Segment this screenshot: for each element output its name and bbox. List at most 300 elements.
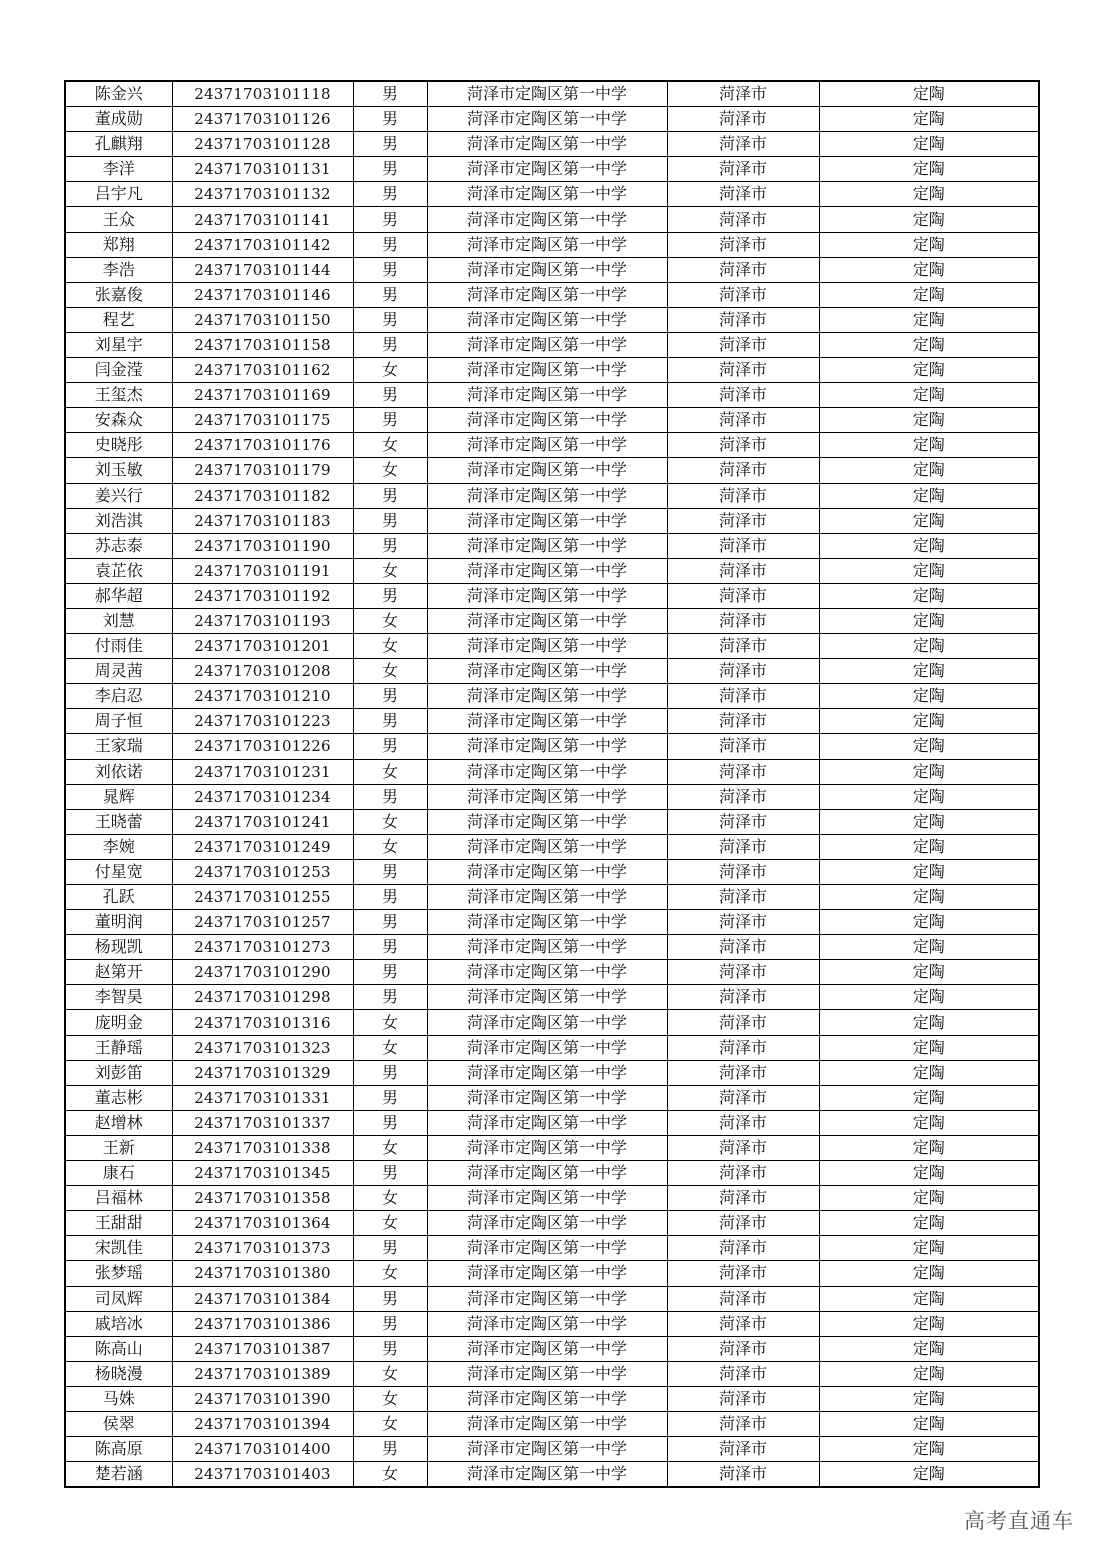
district-cell: 定陶 <box>819 1060 1039 1085</box>
gender-cell: 男 <box>353 960 427 985</box>
exam-id-cell: 24371703101201 <box>172 634 353 659</box>
table-row <box>65 483 1039 508</box>
exam-id-cell: 24371703101380 <box>172 1261 353 1286</box>
city-cell: 菏泽市 <box>667 558 819 583</box>
student-name-cell: 刘慧 <box>65 608 172 633</box>
gender-cell: 男 <box>353 784 427 809</box>
school-cell: 菏泽市定陶区第一中学 <box>427 1386 667 1411</box>
gender-cell: 男 <box>353 282 427 307</box>
gender-cell: 男 <box>353 332 427 357</box>
student-name-cell: 王静瑶 <box>65 1035 172 1060</box>
district-cell: 定陶 <box>819 307 1039 332</box>
district-cell: 定陶 <box>819 1186 1039 1211</box>
gender-cell: 女 <box>353 1035 427 1060</box>
table-row <box>65 1437 1039 1462</box>
table-row <box>65 383 1039 408</box>
table-row <box>65 834 1039 859</box>
school-cell: 菏泽市定陶区第一中学 <box>427 1186 667 1211</box>
school-cell: 菏泽市定陶区第一中学 <box>427 408 667 433</box>
table-row <box>65 508 1039 533</box>
gender-cell: 男 <box>353 1311 427 1336</box>
school-cell: 菏泽市定陶区第一中学 <box>427 358 667 383</box>
gender-cell: 女 <box>353 433 427 458</box>
city-cell: 菏泽市 <box>667 583 819 608</box>
gender-cell: 女 <box>353 1411 427 1436</box>
city-cell: 菏泽市 <box>667 332 819 357</box>
student-name-cell: 王众 <box>65 207 172 232</box>
student-name-cell: 闫金滢 <box>65 358 172 383</box>
gender-cell: 男 <box>353 408 427 433</box>
table-row <box>65 1135 1039 1160</box>
table-row <box>65 659 1039 684</box>
district-cell: 定陶 <box>819 1361 1039 1386</box>
student-name-cell: 郑翔 <box>65 232 172 257</box>
school-cell: 菏泽市定陶区第一中学 <box>427 483 667 508</box>
exam-id-cell: 24371703101358 <box>172 1186 353 1211</box>
exam-id-cell: 24371703101316 <box>172 1010 353 1035</box>
district-cell: 定陶 <box>819 508 1039 533</box>
exam-id-cell: 24371703101273 <box>172 935 353 960</box>
exam-id-cell: 24371703101373 <box>172 1236 353 1261</box>
school-cell: 菏泽市定陶区第一中学 <box>427 659 667 684</box>
table-row <box>65 1186 1039 1211</box>
city-cell: 菏泽市 <box>667 885 819 910</box>
school-cell: 菏泽市定陶区第一中学 <box>427 307 667 332</box>
district-cell: 定陶 <box>819 960 1039 985</box>
exam-id-cell: 24371703101253 <box>172 859 353 884</box>
district-cell: 定陶 <box>819 182 1039 207</box>
city-cell: 菏泽市 <box>667 784 819 809</box>
table-row <box>65 1361 1039 1386</box>
gender-cell: 女 <box>353 458 427 483</box>
gender-cell: 男 <box>353 307 427 332</box>
gender-cell: 男 <box>353 132 427 157</box>
district-cell: 定陶 <box>819 1010 1039 1035</box>
city-cell: 菏泽市 <box>667 684 819 709</box>
district-cell: 定陶 <box>819 659 1039 684</box>
district-cell: 定陶 <box>819 282 1039 307</box>
gender-cell: 男 <box>353 1336 427 1361</box>
district-cell: 定陶 <box>819 1236 1039 1261</box>
district-cell: 定陶 <box>819 332 1039 357</box>
city-cell: 菏泽市 <box>667 1437 819 1462</box>
school-cell: 菏泽市定陶区第一中学 <box>427 1010 667 1035</box>
student-name-cell: 史晓彤 <box>65 433 172 458</box>
exam-id-cell: 24371703101162 <box>172 358 353 383</box>
school-cell: 菏泽市定陶区第一中学 <box>427 1311 667 1336</box>
student-name-cell: 刘彭笛 <box>65 1060 172 1085</box>
student-name-cell: 安森众 <box>65 408 172 433</box>
gender-cell: 女 <box>353 1135 427 1160</box>
city-cell: 菏泽市 <box>667 1085 819 1110</box>
table-row <box>65 809 1039 834</box>
exam-id-cell: 24371703101169 <box>172 383 353 408</box>
student-name-cell: 赵第开 <box>65 960 172 985</box>
district-cell: 定陶 <box>819 859 1039 884</box>
exam-id-cell: 24371703101175 <box>172 408 353 433</box>
student-name-cell: 吕福林 <box>65 1186 172 1211</box>
exam-id-cell: 24371703101400 <box>172 1437 353 1462</box>
gender-cell: 男 <box>353 81 427 107</box>
district-cell: 定陶 <box>819 608 1039 633</box>
district-cell: 定陶 <box>819 558 1039 583</box>
district-cell: 定陶 <box>819 709 1039 734</box>
district-cell: 定陶 <box>819 207 1039 232</box>
district-cell: 定陶 <box>819 458 1039 483</box>
city-cell: 菏泽市 <box>667 107 819 132</box>
exam-id-cell: 24371703101176 <box>172 433 353 458</box>
table-row <box>65 1236 1039 1261</box>
table-row <box>65 132 1039 157</box>
district-cell: 定陶 <box>819 1085 1039 1110</box>
gender-cell: 女 <box>353 608 427 633</box>
exam-id-cell: 24371703101131 <box>172 157 353 182</box>
school-cell: 菏泽市定陶区第一中学 <box>427 558 667 583</box>
student-name-cell: 李洋 <box>65 157 172 182</box>
table-row <box>65 885 1039 910</box>
district-cell: 定陶 <box>819 935 1039 960</box>
gender-cell: 女 <box>353 809 427 834</box>
school-cell: 菏泽市定陶区第一中学 <box>427 1085 667 1110</box>
table-row <box>65 182 1039 207</box>
district-cell: 定陶 <box>819 533 1039 558</box>
gender-cell: 男 <box>353 383 427 408</box>
student-name-cell: 刘浩淇 <box>65 508 172 533</box>
gender-cell: 男 <box>353 257 427 282</box>
exam-id-cell: 24371703101142 <box>172 232 353 257</box>
table-row <box>65 533 1039 558</box>
city-cell: 菏泽市 <box>667 1336 819 1361</box>
gender-cell: 男 <box>353 583 427 608</box>
city-cell: 菏泽市 <box>667 985 819 1010</box>
student-name-cell: 刘玉敏 <box>65 458 172 483</box>
city-cell: 菏泽市 <box>667 433 819 458</box>
gender-cell: 女 <box>353 1261 427 1286</box>
table-row <box>65 859 1039 884</box>
district-cell: 定陶 <box>819 583 1039 608</box>
student-name-cell: 戚培冰 <box>65 1311 172 1336</box>
school-cell: 菏泽市定陶区第一中学 <box>427 107 667 132</box>
exam-id-cell: 24371703101390 <box>172 1386 353 1411</box>
exam-id-cell: 24371703101179 <box>172 458 353 483</box>
city-cell: 菏泽市 <box>667 1462 819 1488</box>
district-cell: 定陶 <box>819 1261 1039 1286</box>
table-row <box>65 107 1039 132</box>
student-name-cell: 王新 <box>65 1135 172 1160</box>
gender-cell: 男 <box>353 533 427 558</box>
school-cell: 菏泽市定陶区第一中学 <box>427 1060 667 1085</box>
city-cell: 菏泽市 <box>667 1161 819 1186</box>
exam-id-cell: 24371703101192 <box>172 583 353 608</box>
exam-id-cell: 24371703101331 <box>172 1085 353 1110</box>
exam-id-cell: 24371703101183 <box>172 508 353 533</box>
exam-id-cell: 24371703101394 <box>172 1411 353 1436</box>
gender-cell: 女 <box>353 634 427 659</box>
district-cell: 定陶 <box>819 634 1039 659</box>
student-name-cell: 郝华超 <box>65 583 172 608</box>
exam-id-cell: 24371703101386 <box>172 1311 353 1336</box>
city-cell: 菏泽市 <box>667 1286 819 1311</box>
gender-cell: 男 <box>353 207 427 232</box>
city-cell: 菏泽市 <box>667 910 819 935</box>
district-cell: 定陶 <box>819 1286 1039 1311</box>
gender-cell: 男 <box>353 157 427 182</box>
student-name-cell: 王家瑞 <box>65 734 172 759</box>
city-cell: 菏泽市 <box>667 809 819 834</box>
city-cell: 菏泽市 <box>667 132 819 157</box>
student-name-cell: 庞明金 <box>65 1010 172 1035</box>
table-row <box>65 759 1039 784</box>
table-row <box>65 1462 1039 1488</box>
exam-id-cell: 24371703101208 <box>172 659 353 684</box>
student-name-cell: 吕宇凡 <box>65 182 172 207</box>
student-name-cell: 孔跃 <box>65 885 172 910</box>
gender-cell: 女 <box>353 659 427 684</box>
student-name-cell: 董成勋 <box>65 107 172 132</box>
school-cell: 菏泽市定陶区第一中学 <box>427 1110 667 1135</box>
exam-id-cell: 24371703101141 <box>172 207 353 232</box>
school-cell: 菏泽市定陶区第一中学 <box>427 1411 667 1436</box>
district-cell: 定陶 <box>819 985 1039 1010</box>
table-row <box>65 232 1039 257</box>
gender-cell: 女 <box>353 759 427 784</box>
district-cell: 定陶 <box>819 1135 1039 1160</box>
city-cell: 菏泽市 <box>667 1236 819 1261</box>
district-cell: 定陶 <box>819 383 1039 408</box>
student-name-cell: 李智昊 <box>65 985 172 1010</box>
gender-cell: 男 <box>353 684 427 709</box>
school-cell: 菏泽市定陶区第一中学 <box>427 1361 667 1386</box>
student-name-cell: 楚若涵 <box>65 1462 172 1488</box>
student-name-cell: 陈金兴 <box>65 81 172 107</box>
district-cell: 定陶 <box>819 1462 1039 1488</box>
student-name-cell: 董志彬 <box>65 1085 172 1110</box>
gender-cell: 女 <box>353 1462 427 1488</box>
city-cell: 菏泽市 <box>667 81 819 107</box>
district-cell: 定陶 <box>819 784 1039 809</box>
school-cell: 菏泽市定陶区第一中学 <box>427 458 667 483</box>
table-row <box>65 784 1039 809</box>
table-row <box>65 709 1039 734</box>
student-name-cell: 王甜甜 <box>65 1211 172 1236</box>
gender-cell: 男 <box>353 985 427 1010</box>
school-cell: 菏泽市定陶区第一中学 <box>427 1161 667 1186</box>
school-cell: 菏泽市定陶区第一中学 <box>427 885 667 910</box>
school-cell: 菏泽市定陶区第一中学 <box>427 985 667 1010</box>
school-cell: 菏泽市定陶区第一中学 <box>427 1261 667 1286</box>
student-name-cell: 周灵茜 <box>65 659 172 684</box>
school-cell: 菏泽市定陶区第一中学 <box>427 1286 667 1311</box>
student-name-cell: 程艺 <box>65 307 172 332</box>
school-cell: 菏泽市定陶区第一中学 <box>427 709 667 734</box>
school-cell: 菏泽市定陶区第一中学 <box>427 1236 667 1261</box>
city-cell: 菏泽市 <box>667 659 819 684</box>
city-cell: 菏泽市 <box>667 1110 819 1135</box>
city-cell: 菏泽市 <box>667 207 819 232</box>
student-name-cell: 付星宽 <box>65 859 172 884</box>
table-row <box>65 985 1039 1010</box>
school-cell: 菏泽市定陶区第一中学 <box>427 132 667 157</box>
district-cell: 定陶 <box>819 885 1039 910</box>
student-name-cell: 姜兴行 <box>65 483 172 508</box>
gender-cell: 男 <box>353 859 427 884</box>
district-cell: 定陶 <box>819 734 1039 759</box>
student-name-cell: 陈高山 <box>65 1336 172 1361</box>
city-cell: 菏泽市 <box>667 1311 819 1336</box>
gender-cell: 男 <box>353 508 427 533</box>
gender-cell: 男 <box>353 1286 427 1311</box>
table-row <box>65 734 1039 759</box>
table-row <box>65 1085 1039 1110</box>
gender-cell: 男 <box>353 1110 427 1135</box>
watermark-text: 高考直通车 <box>964 1509 1074 1533</box>
city-cell: 菏泽市 <box>667 282 819 307</box>
exam-id-cell: 24371703101241 <box>172 809 353 834</box>
student-name-cell: 马姝 <box>65 1386 172 1411</box>
school-cell: 菏泽市定陶区第一中学 <box>427 1437 667 1462</box>
gender-cell: 男 <box>353 107 427 132</box>
table-row <box>65 583 1039 608</box>
table-row <box>65 910 1039 935</box>
table-row <box>65 1286 1039 1311</box>
gender-cell: 男 <box>353 1437 427 1462</box>
student-name-cell: 苏志泰 <box>65 533 172 558</box>
exam-id-cell: 24371703101210 <box>172 684 353 709</box>
gender-cell: 男 <box>353 1060 427 1085</box>
student-name-cell: 司凤辉 <box>65 1286 172 1311</box>
city-cell: 菏泽市 <box>667 1010 819 1035</box>
school-cell: 菏泽市定陶区第一中学 <box>427 960 667 985</box>
gender-cell: 女 <box>353 834 427 859</box>
city-cell: 菏泽市 <box>667 709 819 734</box>
city-cell: 菏泽市 <box>667 408 819 433</box>
gender-cell: 男 <box>353 1085 427 1110</box>
table-row <box>65 157 1039 182</box>
district-cell: 定陶 <box>819 1110 1039 1135</box>
school-cell: 菏泽市定陶区第一中学 <box>427 910 667 935</box>
school-cell: 菏泽市定陶区第一中学 <box>427 182 667 207</box>
table-row <box>65 1035 1039 1060</box>
roster-body <box>65 81 1039 1487</box>
city-cell: 菏泽市 <box>667 182 819 207</box>
table-row <box>65 1311 1039 1336</box>
student-name-cell: 张嘉俊 <box>65 282 172 307</box>
table-row <box>65 358 1039 383</box>
student-name-cell: 李婉 <box>65 834 172 859</box>
city-cell: 菏泽市 <box>667 458 819 483</box>
city-cell: 菏泽市 <box>667 759 819 784</box>
district-cell: 定陶 <box>819 1211 1039 1236</box>
city-cell: 菏泽市 <box>667 157 819 182</box>
school-cell: 菏泽市定陶区第一中学 <box>427 508 667 533</box>
exam-id-cell: 24371703101249 <box>172 834 353 859</box>
exam-id-cell: 24371703101193 <box>172 608 353 633</box>
table-row <box>65 1060 1039 1085</box>
table-row <box>65 207 1039 232</box>
city-cell: 菏泽市 <box>667 1035 819 1060</box>
district-cell: 定陶 <box>819 107 1039 132</box>
district-cell: 定陶 <box>819 809 1039 834</box>
table-row <box>65 257 1039 282</box>
exam-id-cell: 24371703101255 <box>172 885 353 910</box>
table-row <box>65 1386 1039 1411</box>
table-row <box>65 684 1039 709</box>
district-cell: 定陶 <box>819 433 1039 458</box>
exam-id-cell: 24371703101389 <box>172 1361 353 1386</box>
district-cell: 定陶 <box>819 1161 1039 1186</box>
table-row <box>65 558 1039 583</box>
exam-id-cell: 24371703101126 <box>172 107 353 132</box>
city-cell: 菏泽市 <box>667 1261 819 1286</box>
city-cell: 菏泽市 <box>667 483 819 508</box>
exam-id-cell: 24371703101234 <box>172 784 353 809</box>
school-cell: 菏泽市定陶区第一中学 <box>427 583 667 608</box>
exam-id-cell: 24371703101150 <box>172 307 353 332</box>
gender-cell: 男 <box>353 1161 427 1186</box>
student-name-cell: 杨晓漫 <box>65 1361 172 1386</box>
district-cell: 定陶 <box>819 759 1039 784</box>
student-name-cell: 赵增林 <box>65 1110 172 1135</box>
district-cell: 定陶 <box>819 1386 1039 1411</box>
exam-id-cell: 24371703101223 <box>172 709 353 734</box>
school-cell: 菏泽市定陶区第一中学 <box>427 1135 667 1160</box>
student-name-cell: 李启忍 <box>65 684 172 709</box>
exam-id-cell: 24371703101231 <box>172 759 353 784</box>
exam-id-cell: 24371703101132 <box>172 182 353 207</box>
city-cell: 菏泽市 <box>667 734 819 759</box>
table-row <box>65 1211 1039 1236</box>
school-cell: 菏泽市定陶区第一中学 <box>427 809 667 834</box>
school-cell: 菏泽市定陶区第一中学 <box>427 533 667 558</box>
school-cell: 菏泽市定陶区第一中学 <box>427 759 667 784</box>
student-roster-table <box>64 80 1040 1488</box>
district-cell: 定陶 <box>819 1411 1039 1436</box>
city-cell: 菏泽市 <box>667 1211 819 1236</box>
district-cell: 定陶 <box>819 1437 1039 1462</box>
exam-id-cell: 24371703101191 <box>172 558 353 583</box>
school-cell: 菏泽市定陶区第一中学 <box>427 81 667 107</box>
school-cell: 菏泽市定陶区第一中学 <box>427 734 667 759</box>
district-cell: 定陶 <box>819 408 1039 433</box>
city-cell: 菏泽市 <box>667 1135 819 1160</box>
school-cell: 菏泽市定陶区第一中学 <box>427 684 667 709</box>
school-cell: 菏泽市定陶区第一中学 <box>427 332 667 357</box>
city-cell: 菏泽市 <box>667 960 819 985</box>
gender-cell: 女 <box>353 358 427 383</box>
district-cell: 定陶 <box>819 232 1039 257</box>
exam-id-cell: 24371703101345 <box>172 1161 353 1186</box>
table-row <box>65 935 1039 960</box>
student-name-cell: 宋凯佳 <box>65 1236 172 1261</box>
table-row <box>65 1411 1039 1436</box>
district-cell: 定陶 <box>819 834 1039 859</box>
gender-cell: 女 <box>353 1386 427 1411</box>
table-row <box>65 960 1039 985</box>
gender-cell: 男 <box>353 885 427 910</box>
student-name-cell: 张梦瑶 <box>65 1261 172 1286</box>
gender-cell: 男 <box>353 709 427 734</box>
city-cell: 菏泽市 <box>667 383 819 408</box>
school-cell: 菏泽市定陶区第一中学 <box>427 1462 667 1488</box>
school-cell: 菏泽市定陶区第一中学 <box>427 935 667 960</box>
student-name-cell: 董明润 <box>65 910 172 935</box>
exam-id-cell: 24371703101323 <box>172 1035 353 1060</box>
exam-id-cell: 24371703101364 <box>172 1211 353 1236</box>
exam-id-cell: 24371703101384 <box>172 1286 353 1311</box>
city-cell: 菏泽市 <box>667 1361 819 1386</box>
school-cell: 菏泽市定陶区第一中学 <box>427 383 667 408</box>
city-cell: 菏泽市 <box>667 1060 819 1085</box>
